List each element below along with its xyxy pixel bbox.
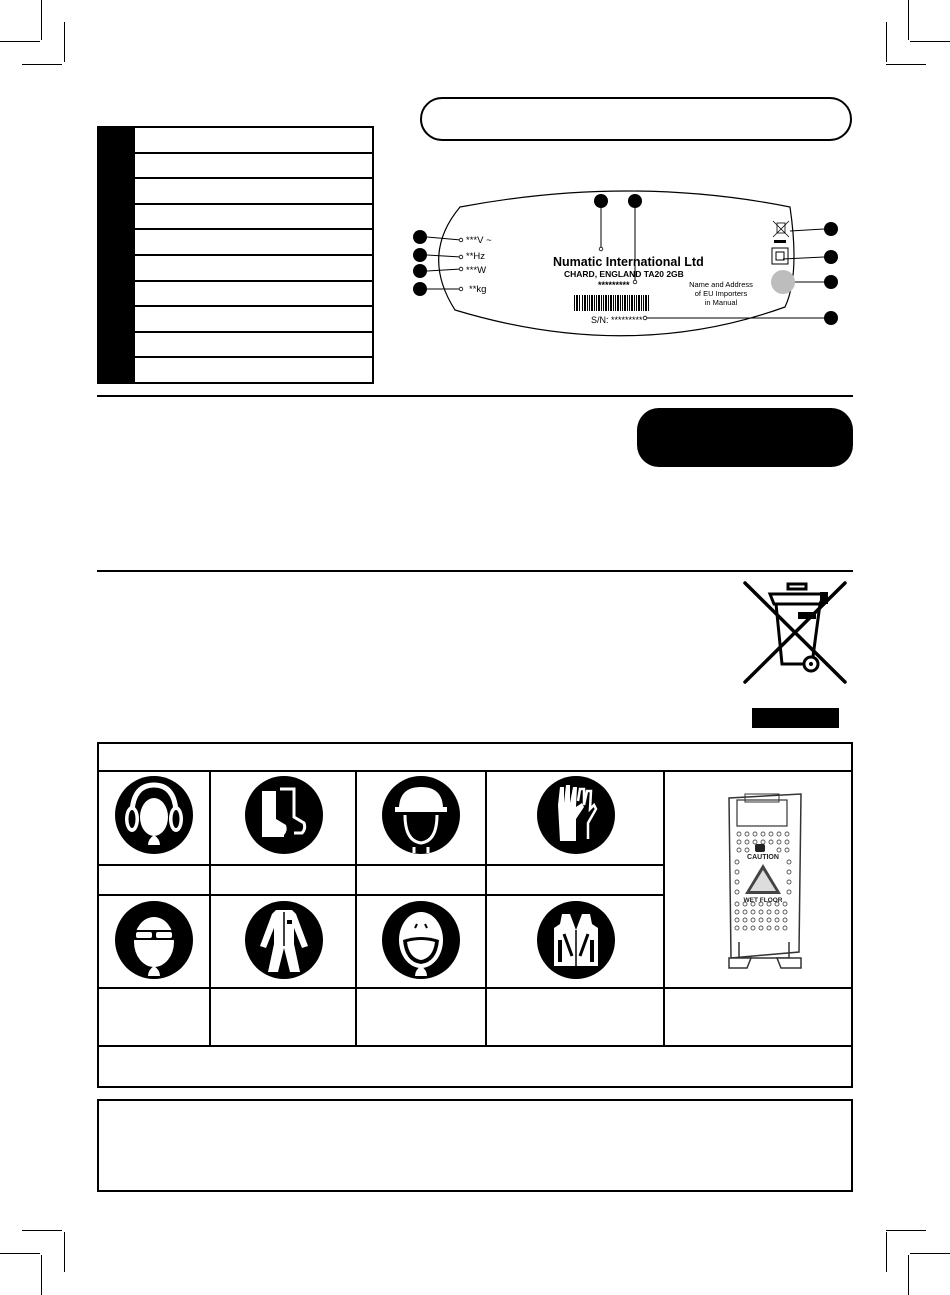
ppe-grid-line xyxy=(485,770,487,1047)
legend-row xyxy=(135,333,372,359)
crop-mark xyxy=(41,0,42,40)
section-title-pill xyxy=(420,97,852,141)
ppe-grid-line xyxy=(99,894,665,896)
double-insulation-icon xyxy=(772,248,788,264)
weee-small-icon xyxy=(773,221,789,237)
safety-boots-icon xyxy=(244,775,324,855)
section-heading-pill xyxy=(637,408,853,467)
notice-box xyxy=(97,1099,853,1192)
importer-line-1: Name and Address xyxy=(689,280,753,289)
crossed-out-wheelie-bin-icon xyxy=(740,578,850,686)
legend-row xyxy=(135,179,372,205)
legend-row xyxy=(135,282,372,308)
crop-mark xyxy=(908,0,909,40)
voltage-label: ***V ~ xyxy=(466,235,492,246)
section-divider xyxy=(97,395,853,397)
face-mask-icon xyxy=(381,900,461,980)
frequency-label: **Hz xyxy=(466,251,486,262)
head-protection-icon xyxy=(381,775,461,855)
legend-number-column xyxy=(99,128,135,382)
crop-mark xyxy=(64,1232,65,1272)
legend-row xyxy=(135,307,372,333)
high-visibility-vest-icon xyxy=(536,900,616,980)
wet-floor-caution-sign-icon xyxy=(715,782,815,974)
legend-table xyxy=(97,126,374,384)
crop-mark xyxy=(910,41,950,42)
model-code: ********* xyxy=(598,280,630,290)
serial-number: S/N: ********* xyxy=(591,315,643,325)
crop-mark xyxy=(908,1255,909,1295)
crop-mark xyxy=(41,1255,42,1295)
importer-line-2: of EU Importers xyxy=(694,289,748,298)
legend-row xyxy=(135,358,372,384)
ppe-grid-line xyxy=(99,987,851,989)
sign-caution-text: CAUTION xyxy=(747,854,779,861)
importer-line-3: in Manual xyxy=(704,298,738,307)
ppe-grid-line xyxy=(209,770,211,1047)
ppe-grid-line xyxy=(355,770,357,1047)
legend-row xyxy=(135,128,372,154)
crop-mark xyxy=(64,22,65,62)
eye-protection-icon xyxy=(114,900,194,980)
barcode xyxy=(574,295,649,311)
ppe-grid-line xyxy=(99,1045,851,1047)
protective-overalls-icon xyxy=(244,900,324,980)
ppe-grid-line xyxy=(99,864,665,866)
crop-mark xyxy=(886,64,926,65)
sign-wet-floor-text: WET FLOOR xyxy=(743,897,783,904)
legend-row xyxy=(135,205,372,231)
crop-mark xyxy=(886,1232,887,1272)
crop-mark xyxy=(22,64,62,65)
importer-mark-icon xyxy=(771,270,795,294)
legend-row xyxy=(135,256,372,282)
weight-label: **kg xyxy=(469,284,487,295)
ppe-grid-line xyxy=(663,770,665,1047)
weee-bar xyxy=(752,708,839,728)
manufacturer-name: Numatic International Ltd xyxy=(553,255,704,269)
safety-gloves-icon xyxy=(536,775,616,855)
power-label: ***W xyxy=(466,265,487,276)
crop-mark xyxy=(0,1253,40,1254)
rating-plate xyxy=(405,185,855,345)
legend-row xyxy=(135,154,372,180)
crop-mark xyxy=(910,1253,950,1254)
manufacturer-address: CHARD, ENGLAND TA20 2GB xyxy=(564,269,684,279)
ear-protection-icon xyxy=(114,775,194,855)
crop-mark xyxy=(886,22,887,62)
crop-mark xyxy=(886,1230,926,1231)
section-divider xyxy=(97,570,853,572)
legend-row xyxy=(135,230,372,256)
crop-mark xyxy=(0,41,40,42)
crop-mark xyxy=(22,1230,62,1231)
ppe-grid-line xyxy=(99,770,851,772)
